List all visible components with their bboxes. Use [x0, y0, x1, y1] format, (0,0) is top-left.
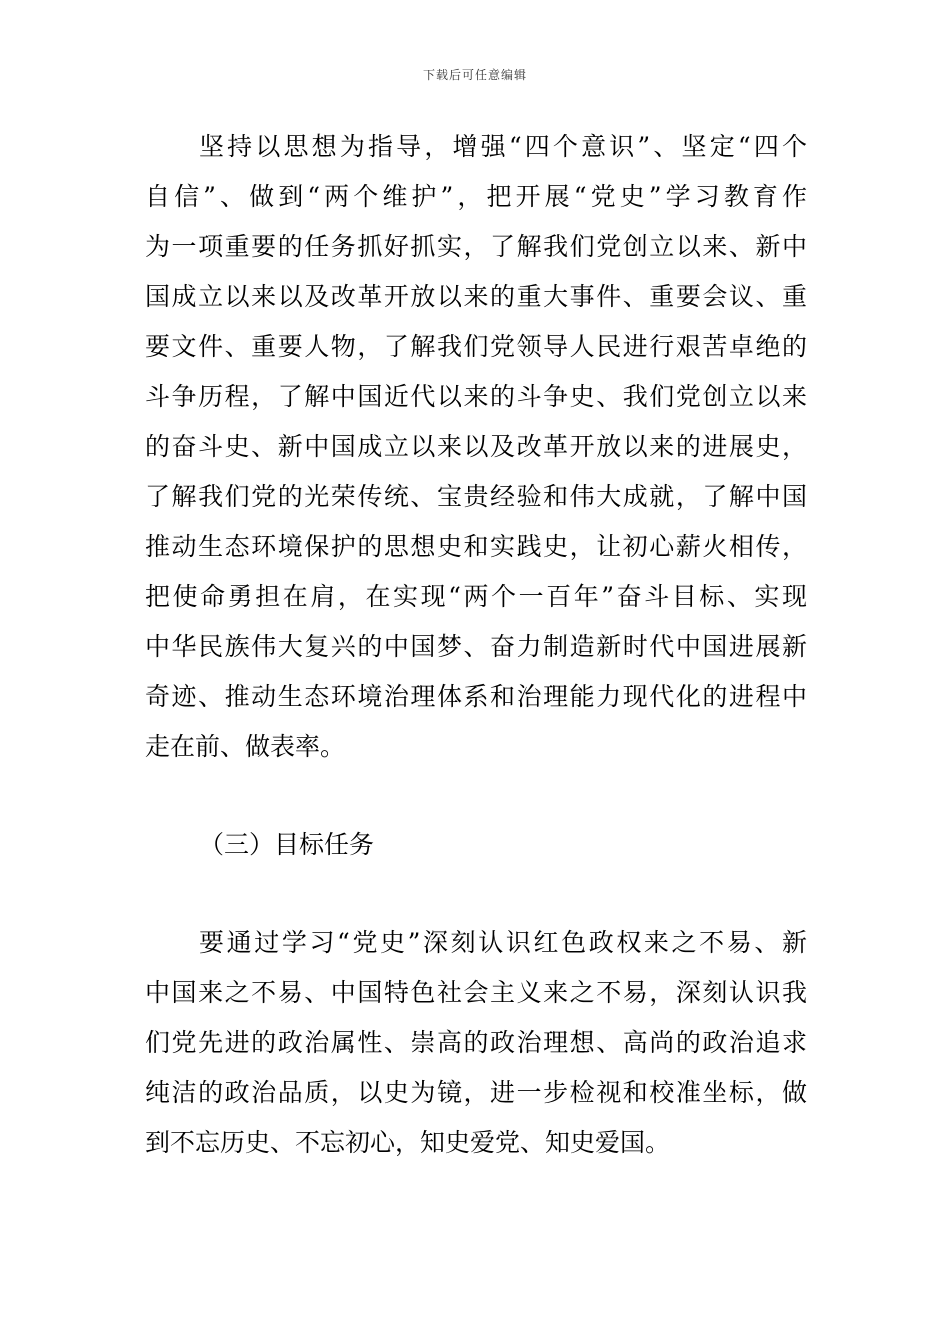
paragraph-line: 国成立以来以及改革开放以来的重大事件、重要会议、重 — [145, 282, 807, 311]
paragraph-line: 纯洁的政治品质，以史为镜，进一步检视和校准坐标，做 — [145, 1078, 807, 1107]
paragraph-1 — [145, 122, 807, 772]
paragraph-line: 自信”、做到“两个维护”，把开展“党史”学习教育作 — [145, 182, 807, 211]
paragraph-line: 了解我们党的光荣传统、宝贵经验和伟大成就，了解中国 — [145, 482, 807, 511]
paragraph-line: 要通过学习“党史”深刻认识红色政权来之不易、新 — [199, 928, 807, 957]
section-heading — [145, 820, 807, 870]
paragraph-line: 要文件、重要人物，了解我们党领导人民进行艰苦卓绝的 — [145, 332, 807, 361]
paragraph-line: 把使命勇担在肩，在实现“两个一百年”奋斗目标、实现 — [145, 582, 807, 611]
section-heading-text: （三）目标任务 — [199, 830, 375, 859]
paragraph-line: 中国来之不易、中国特色社会主义来之不易，深刻认识我 — [145, 978, 807, 1007]
paragraph-line: 为一项重要的任务抓好抓实，了解我们党创立以来、新中 — [145, 232, 807, 261]
paragraph-line: 到不忘历史、不忘初心，知史爱党、知史爱国。 — [145, 1128, 671, 1157]
paragraph-line: 推动生态环境保护的思想史和实践史，让初心薪火相传， — [145, 532, 807, 561]
paragraph-2 — [145, 918, 807, 1168]
paragraph-line: 的奋斗史、新中国成立以来以及改革开放以来的进展史， — [145, 432, 807, 461]
paragraph-line: 坚持以思想为指导，增强“四个意识”、坚定“四个 — [199, 132, 807, 161]
page-header: 下载后可任意编辑 — [422, 68, 527, 82]
paragraph-line: 走在前、做表率。 — [145, 732, 346, 761]
paragraph-line: 斗争历程，了解中国近代以来的斗争史、我们党创立以来 — [145, 382, 807, 411]
paragraph-line: 们党先进的政治属性、崇高的政治理想、高尚的政治追求 — [145, 1028, 807, 1057]
paragraph-line: 奇迹、推动生态环境治理体系和治理能力现代化的进程中 — [145, 682, 807, 711]
paragraph-line: 中华民族伟大复兴的中国梦、奋力制造新时代中国进展新 — [145, 632, 807, 661]
